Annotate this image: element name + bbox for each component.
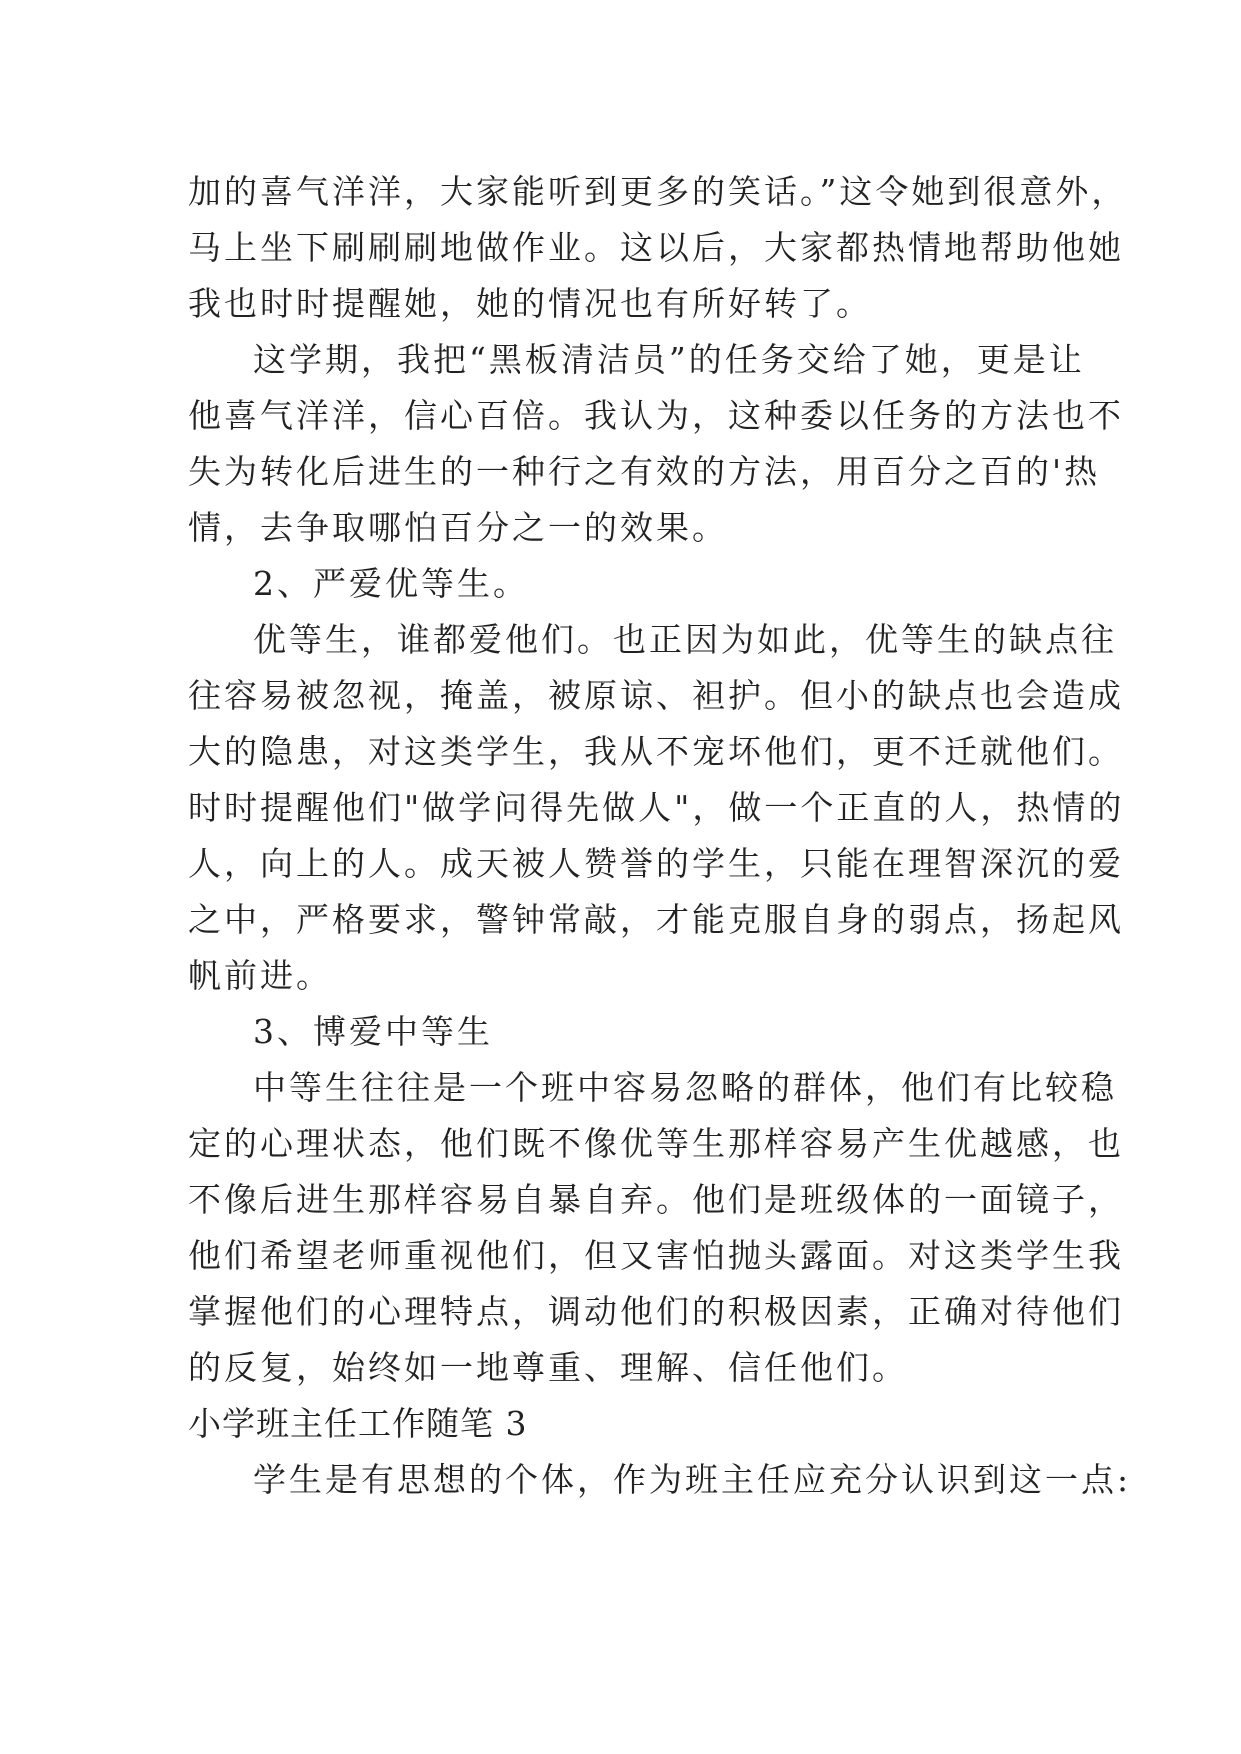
paragraph-line: 时时提醒他们"做学问得先做人"，做一个正直的人，热情的 bbox=[188, 788, 1125, 827]
paragraph-line: 人，向上的人。成天被人赞誉的学生，只能在理智深沉的爱 bbox=[188, 844, 1124, 883]
section-heading: 2、严爱优等生。 bbox=[253, 564, 529, 603]
article-title: 小学班主任工作随笔 3 bbox=[188, 1404, 528, 1443]
paragraph-line: 定的心理状态，他们既不像优等生那样容易产生优越感，也 bbox=[188, 1124, 1124, 1163]
paragraph-line: 他喜气洋洋，信心百倍。我认为，这种委以任务的方法也不 bbox=[188, 396, 1124, 435]
paragraph-line: 往容易被忽视，掩盖，被原谅、袒护。但小的缺点也会造成 bbox=[188, 676, 1124, 715]
paragraph-line: 掌握他们的心理特点，调动他们的积极因素，正确对待他们 bbox=[188, 1292, 1124, 1331]
paragraph-line: 大的隐患，对这类学生，我从不宠坏他们，更不迁就他们。 bbox=[188, 732, 1124, 771]
section-heading: 3、博爱中等生 bbox=[253, 1012, 493, 1051]
paragraph-line: 他们希望老师重视他们，但又害怕抛头露面。对这类学生我 bbox=[188, 1236, 1124, 1275]
paragraph-line: 加的喜气洋洋，大家能听到更多的笑话。”这令她到很意外， bbox=[188, 172, 1128, 211]
paragraph-line: 这学期，我把“黑板清洁员”的任务交给了她，更是让 bbox=[253, 340, 1085, 379]
paragraph-line: 的反复，始终如一地尊重、理解、信任他们。 bbox=[188, 1348, 908, 1387]
paragraph-line: 不像后进生那样容易自暴自弃。他们是班级体的一面镜子， bbox=[188, 1180, 1124, 1219]
paragraph-line: 学生是有思想的个体，作为班主任应充分认识到这一点: bbox=[253, 1460, 1132, 1499]
paragraph-line: 我也时时提醒她，她的情况也有所好转了。 bbox=[188, 284, 872, 323]
paragraph-line: 失为转化后进生的一种行之有效的方法，用百分之百的'热 bbox=[188, 452, 1101, 491]
paragraph-line: 帆前进。 bbox=[188, 956, 332, 995]
paragraph-line: 情，去争取哪怕百分之一的效果。 bbox=[188, 508, 728, 547]
paragraph-line: 优等生，谁都爱他们。也正因为如此，优等生的缺点往 bbox=[253, 620, 1117, 659]
paragraph-line: 马上坐下刷刷刷地做作业。这以后，大家都热情地帮助他她 bbox=[188, 228, 1124, 267]
paragraph-line: 中等生往往是一个班中容易忽略的群体，他们有比较稳 bbox=[253, 1068, 1117, 1107]
paragraph-line: 之中，严格要求，警钟常敲，才能克服自身的弱点，扬起风 bbox=[188, 900, 1124, 939]
